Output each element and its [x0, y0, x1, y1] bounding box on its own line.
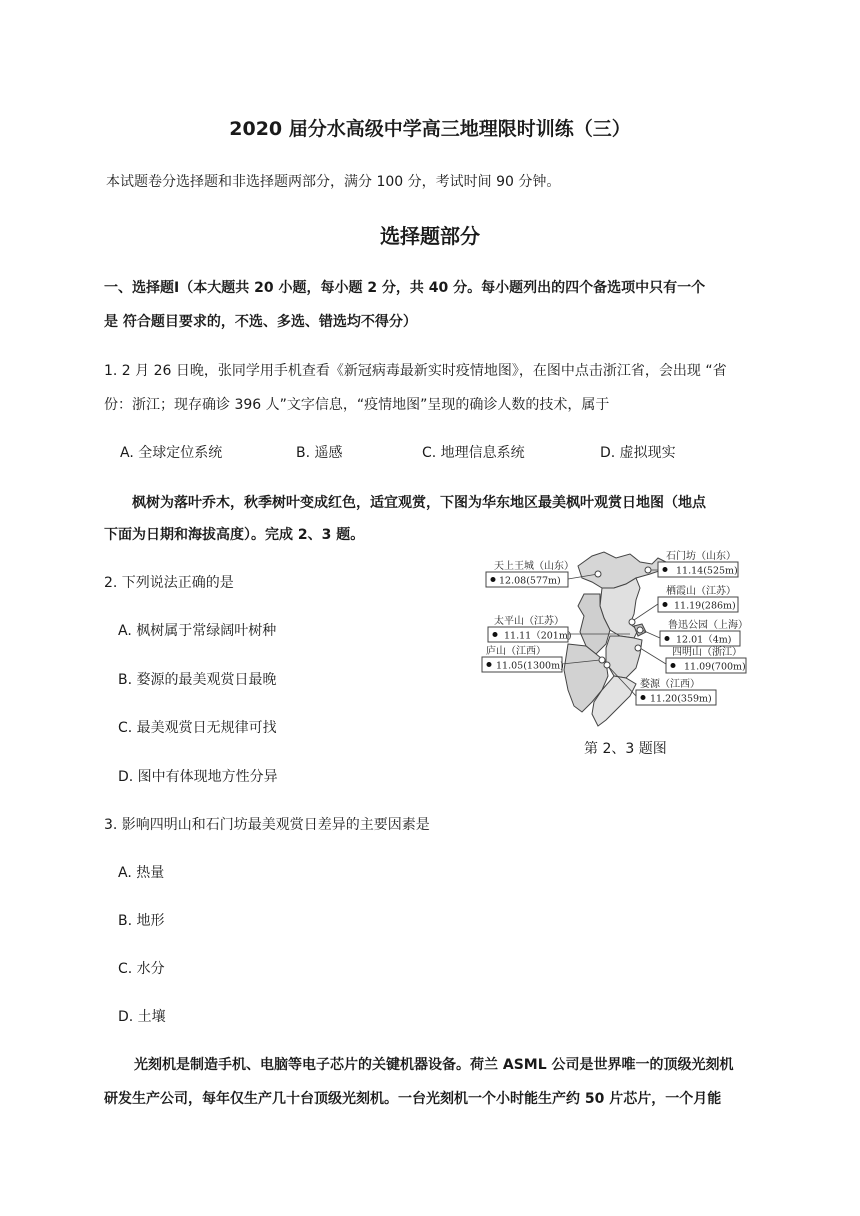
q3-option-c: C. 水分: [118, 961, 165, 977]
label-name: 鲁迅公园（上海）: [668, 620, 748, 631]
map-caption: 第 2、3 题图: [584, 741, 667, 757]
maple-viewing-map: [480, 544, 764, 730]
label-value: 12.01（4m): [676, 634, 732, 646]
label-name: 四明山（浙江）: [672, 647, 742, 658]
q2-option-d: D. 图中有体现地方性分异: [118, 769, 278, 785]
q3-option-b: B. 地形: [118, 913, 165, 929]
label-name: 庐山（江西）: [486, 646, 546, 657]
q1-stem-line1: 1. 2 月 26 日晚，张同学用手机查看《新冠病毒最新实时疫情地图》，在图中点击浙江省，会出现 “省: [104, 363, 727, 379]
q1-option-d: D. 虚拟现实: [600, 445, 676, 461]
map-region-zhejiang: [606, 636, 642, 678]
map-label-shimenfang: [645, 549, 738, 577]
q1-option-c: C. 地理信息系统: [422, 445, 525, 461]
label-value: 11.14(525m): [676, 565, 738, 577]
q2-option-b: B. 婺源的最美观赏日最晚: [118, 672, 277, 688]
label-value: 12.08(577m): [499, 575, 561, 587]
passage1-line1: 枫树为落叶乔木，秋季树叶变成红色，适宜观赏，下图为华东地区最美枫叶观赏日地图（地点: [132, 495, 706, 511]
passage1-line2: 下面为日期和海拔高度）。完成 2、3 题。: [104, 527, 365, 543]
exam-intro: 本试题卷分选择题和非选择题两部分，满分 100 分，考试时间 90 分钟。: [106, 174, 561, 190]
q2-option-c: C. 最美观赏日无规律可找: [118, 720, 277, 736]
label-value: 11.19(286m): [674, 600, 736, 612]
label-value: 11.20(359m): [650, 693, 712, 705]
q2-stem: 2. 下列说法正确的是: [104, 575, 234, 591]
part1-instruction-line1: 一、选择题Ⅰ（本大题共 20 小题，每小题 2 分，共 40 分。每小题列出的四个备选项中只有一个: [104, 280, 706, 296]
label-value: 11.09(700m): [684, 661, 746, 673]
q1-option-b: B. 遥感: [296, 445, 343, 461]
label-name: 婺源（江西）: [640, 679, 700, 690]
page-title: 2020 届分水高级中学高三地理限时训练（三）: [229, 118, 631, 140]
q1-option-a: A. 全球定位系统: [120, 445, 223, 461]
q2-option-a: A. 枫树属于常绿阔叶树种: [118, 623, 277, 639]
q3-stem: 3. 影响四明山和石门坊最美观赏日差异的主要因素是: [104, 817, 430, 833]
label-value: 11.05(1300m): [496, 660, 564, 672]
q3-option-a: A. 热量: [118, 865, 165, 881]
label-name: 天上王城（山东）: [494, 561, 574, 572]
q1-stem-line2: 份：浙江；现存确诊 396 人”文字信息，“疫情地图”呈现的确诊人数的技术，属于: [104, 397, 610, 413]
section-title: 选择题部分: [380, 224, 480, 248]
label-name: 太平山（江苏）: [494, 616, 564, 627]
passage2-line2: 研发生产公司，每年仅生产几十台顶级光刻机。一台光刻机一个小时能生产约 50 片芯片，一个月能: [104, 1091, 722, 1107]
part1-instruction-line2: 是 符合题目要求的，不选、多选、错选均不得分）: [104, 314, 417, 330]
passage2-line1: 光刻机是制造手机、电脑等电子芯片的关键机器设备。荷兰 ASML 公司是世界唯一的顶级光刻机: [134, 1057, 734, 1073]
q3-option-d: D. 土壤: [118, 1009, 166, 1025]
label-value: 11.11（201m): [504, 630, 572, 642]
map-label-luxun-park: [637, 618, 748, 646]
label-name: 石门坊（山东）: [666, 551, 736, 562]
map-label-simingshan: [635, 645, 746, 673]
map-label-qixiashan: [629, 584, 738, 625]
label-name: 栖霞山（江苏）: [666, 586, 736, 597]
